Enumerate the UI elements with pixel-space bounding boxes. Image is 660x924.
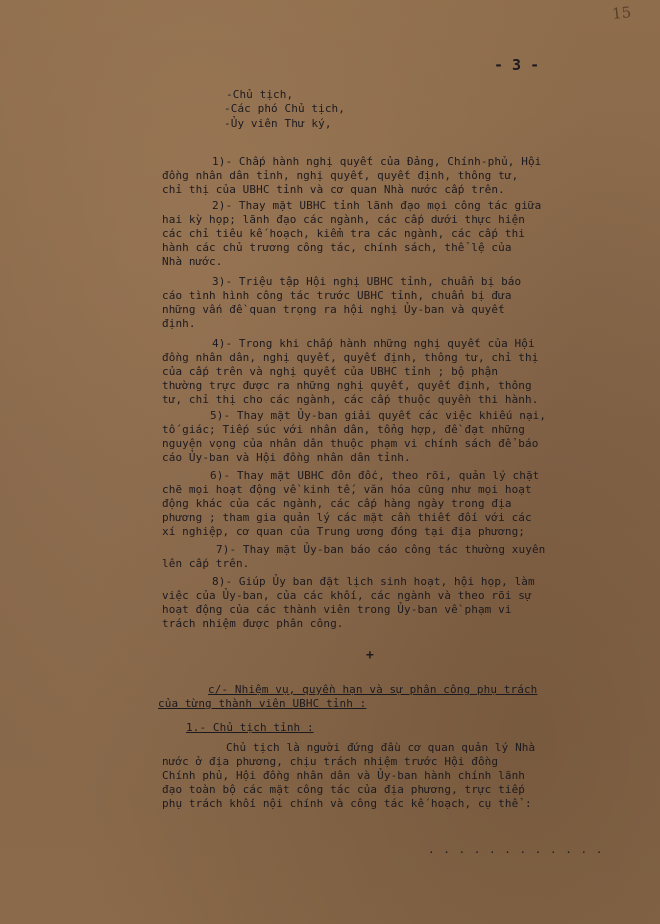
item-1-line: 1)- Chấp hành nghị quyết của Đảng, Chính-phủ, Hội xyxy=(212,155,542,168)
section-c-heading: c/- Nhiệm vụ, quyền hạn và sự phân công phụ trách xyxy=(208,683,538,696)
section-c-heading: của từng thành viên UBHC tỉnh : xyxy=(158,697,367,710)
item-1-line: đồng nhân dân tỉnh, nghị quyết, quyết định, thông tư, xyxy=(162,169,519,182)
subsection-body-line: Chủ tịch là người đứng đầu cơ quan quản lý Nhà xyxy=(226,741,536,754)
item-3-line: cáo tình hình công tác trước UBHC tỉnh, chuẩn bị đưa xyxy=(162,289,512,302)
item-4-line: đồng nhân dân, nghị quyết, quyết định, thông tư, chỉ thị xyxy=(162,351,539,364)
item-2-line: hai kỳ họp; lãnh đạo các ngành, các cấp dưới thực hiện xyxy=(162,213,526,226)
item-5-line: cáo Ủy-ban và Hội đồng nhân dân tỉnh. xyxy=(162,451,411,464)
item-7-line: 7)- Thay mặt Ủy-ban báo cáo công tác thường xuyên xyxy=(216,543,546,556)
item-7-line: lên cấp trên. xyxy=(162,557,250,570)
separator-mark: + xyxy=(366,648,374,663)
item-5-line: tố giác; Tiếp súc với nhân dân, tổng hợp, đề đạt những xyxy=(162,423,526,436)
item-4-line: 4)- Trong khi chấp hành những nghị quyết của Hội xyxy=(212,337,535,350)
title-list-item: -Chủ tịch, xyxy=(226,88,294,101)
item-3-line: 3)- Triệu tập Hội nghị UBHC tỉnh, chuẩn bị báo xyxy=(212,275,522,288)
footer-dots: · · · · · · · · · · · · xyxy=(428,846,604,859)
subsection-body-line: phụ trách khối nội chính và công tác kế hoạch, cụ thể : xyxy=(162,797,532,810)
subsection-heading: 1.- Chủ tịch tỉnh : xyxy=(186,721,314,734)
item-8-line: 8)- Giúp Ủy ban đặt lịch sinh hoạt, hội họp, làm xyxy=(212,575,535,588)
item-6-line: xí nghiệp, cơ quan của Trung ương đóng tại địa phương; xyxy=(162,525,526,538)
item-5-line: 5)- Thay mặt Ủy-ban giải quyết các việc khiếu nại, xyxy=(210,409,547,422)
item-2-line: Nhà nước. xyxy=(162,255,223,268)
subsection-body-line: đạo toàn bộ các mặt công tác của địa phương, trực tiếp xyxy=(162,783,526,796)
corner-page-mark: 15 xyxy=(611,3,632,23)
item-2-line: hành các chủ trương công tác, chính sách, thể lệ của xyxy=(162,241,512,254)
item-8-line: hoạt động của các thành viên trong Ủy-ban về phạm vi xyxy=(162,603,512,616)
page-number: - 3 - xyxy=(494,56,540,74)
item-3-line: định. xyxy=(162,317,196,330)
item-3-line: những vấn đề quan trọng ra hội nghị Ủy-ban và quyết xyxy=(162,303,505,316)
item-4-line: tư, chỉ thị cho các ngành, các cấp thuộc quyền thi hành. xyxy=(162,393,539,406)
item-6-line: 6)- Thay mặt UBHC đôn đốc, theo rõi, quản lý chặt xyxy=(210,469,540,482)
item-8-line: việc của Ủy-ban, của các khối, các ngành và theo rõi sự xyxy=(162,589,532,602)
item-2-line: 2)- Thay mặt UBHC tỉnh lãnh đạo mọi công tác giữa xyxy=(212,199,542,212)
item-8-line: trách nhiệm được phân công. xyxy=(162,617,344,630)
item-6-line: chẽ mọi hoạt động về kinh tế, văn hóa cũng như mọi hoạt xyxy=(162,483,532,496)
subsection-body-line: nước ở địa phương, chịu trách nhiệm trước Hội đồng xyxy=(162,755,499,768)
item-6-line: phương ; tham gia quản lý các mặt cần thiết đối với các xyxy=(162,511,532,524)
item-5-line: nguyện vọng của nhân dân thuộc phạm vi chính sách để báo xyxy=(162,437,539,450)
item-1-line: chỉ thị của UBHC tỉnh và cơ quan Nhà nước cấp trên. xyxy=(162,183,505,196)
item-4-line: thường trực được ra những nghị quyết, quyết định, thông xyxy=(162,379,532,392)
item-2-line: các chỉ tiêu kế hoạch, kiểm tra các ngành, các cấp thi xyxy=(162,227,526,240)
subsection-body-line: Chính phủ, Hội đồng nhân dân và Ủy-ban hành chính lãnh xyxy=(162,769,526,782)
title-list-item: -Ủy viên Thư ký, xyxy=(224,117,332,130)
item-6-line: động khác của các ngành, các cấp hàng ngày trong địa xyxy=(162,497,512,510)
item-4-line: của cấp trên và nghị quyết của UBHC tỉnh ; bộ phận xyxy=(162,365,499,378)
title-list-item: -Các phó Chủ tịch, xyxy=(224,102,346,115)
